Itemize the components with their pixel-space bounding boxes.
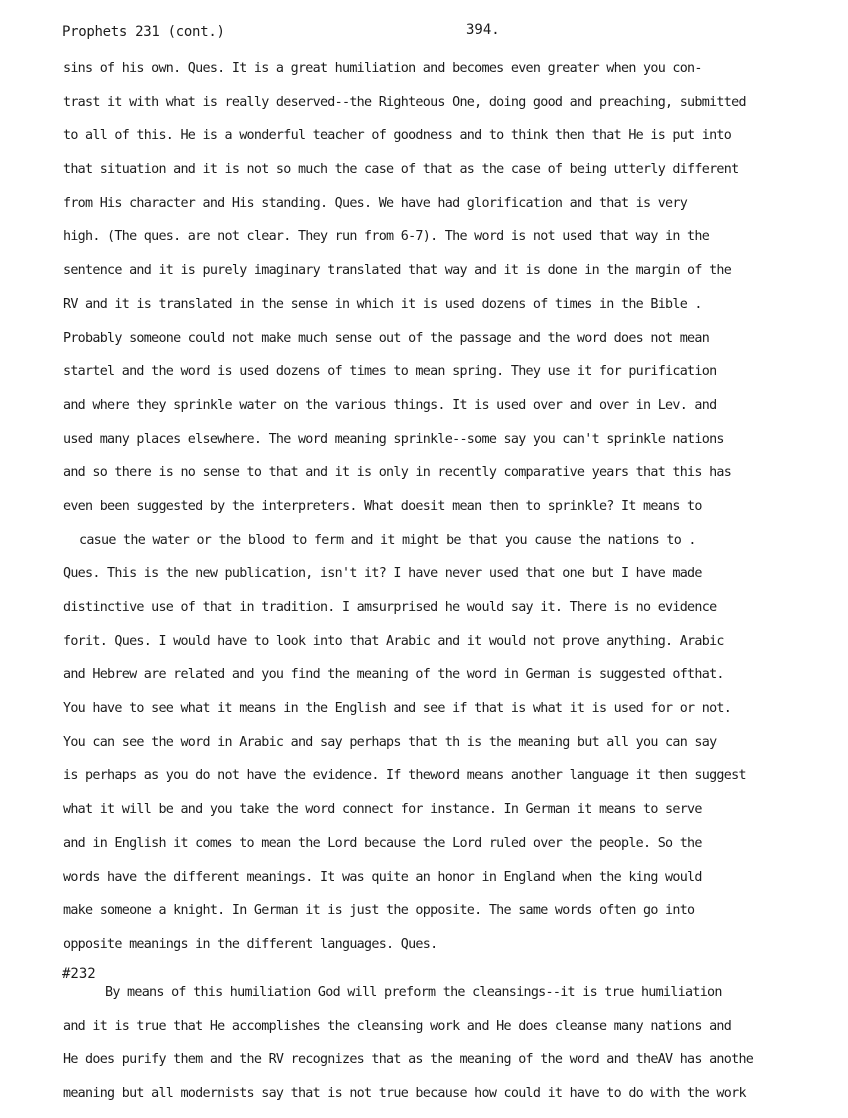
text-line: make someone a knight. In German it is just the opposite. The same words often go into xyxy=(63,903,695,919)
text-line: Ques. This is the new publication, isn't it? I have never used that one but I have made xyxy=(63,566,702,582)
text-line: and Hebrew are related and you find the meaning of the word in German is suggested ofthat. xyxy=(63,667,724,683)
text-line: that situation and it is not so much the case of that as the case of being utterly different xyxy=(63,162,739,178)
text-line: distinctive use of that in tradition. I amsurprised he would say it. There is no evidence xyxy=(63,600,717,615)
section-text xyxy=(63,983,848,1118)
text-line: casue the water or the blood to ferm and it might be that you cause the nations to . xyxy=(79,532,696,548)
page-number: 394. xyxy=(466,22,500,38)
text-line: from His character and His standing. Ques. We have had glorification and that is very xyxy=(63,195,688,211)
text-line: even been suggested by the interpreters. What doesit mean then to sprinkle? It means to xyxy=(63,498,702,514)
text-line: startel and the word is used dozens of times to mean spring. They use it for purification xyxy=(63,364,717,380)
page-header-title: Prophets 231 (cont.) xyxy=(62,24,225,40)
text-line: He does purify them and the RV recognizes that as the meaning of the word and theAV has anothe xyxy=(63,1052,754,1068)
text-line: used many places elsewhere. The word meaning sprinkle--some say you can't sprinkle nations xyxy=(63,431,724,447)
text-line: You have to see what it means in the English and see if that is what it is used for or not. xyxy=(63,701,732,717)
text-line: what it will be and you take the word connect for instance. In German it means to serve xyxy=(63,802,702,818)
text-line: RV and it is translated in the sense in which it is used dozens of times in the Bible . xyxy=(63,296,702,312)
text-line: and so there is no sense to that and it is only in recently comparative years that this has xyxy=(63,465,732,481)
text-line: trast it with what is really deserved--the Righteous One, doing good and preaching, submitted xyxy=(63,94,746,110)
text-line: sins of his own. Ques. It is a great humiliation and becomes even greater when you con- xyxy=(63,61,702,76)
text-line: and it is true that He accomplishes the cleansing work and He does cleanse many nations and xyxy=(63,1018,732,1034)
section-number: #232 xyxy=(62,966,96,982)
text-line: You can see the word in Arabic and say perhaps that th is the meaning but all you can say xyxy=(63,734,717,750)
text-line: high. (The ques. are not clear. They run from 6-7). The word is not used that way in the xyxy=(63,229,710,245)
text-line: sentence and it is purely imaginary translated that way and it is done in the margin of the xyxy=(63,263,732,279)
text-line: Probably someone could not make much sense out of the passage and the word does not mean xyxy=(63,330,710,346)
text-line: By means of this humiliation God will preform the cleansings--it is true humiliation xyxy=(105,985,722,1000)
text-line: and where they sprinkle water on the various things. It is used over and over in Lev. and xyxy=(63,397,717,413)
body-text xyxy=(63,59,848,969)
text-line: is perhaps as you do not have the evidence. If theword means another language it then suggest xyxy=(63,768,746,784)
text-line: words have the different meanings. It was quite an honor in England when the king would xyxy=(63,869,702,885)
text-line: and in English it comes to mean the Lord because the Lord ruled over the people. So the xyxy=(63,835,702,851)
text-line: to all of this. He is a wonderful teacher of goodness and to think then that He is put into xyxy=(63,128,732,144)
text-line: opposite meanings in the different languages. Ques. xyxy=(63,936,438,952)
text-line: meaning but all modernists say that is not true because how could it have to do with the work xyxy=(63,1086,746,1102)
text-line: forit. Ques. I would have to look into that Arabic and it would not prove anything. Arabic xyxy=(63,633,724,649)
